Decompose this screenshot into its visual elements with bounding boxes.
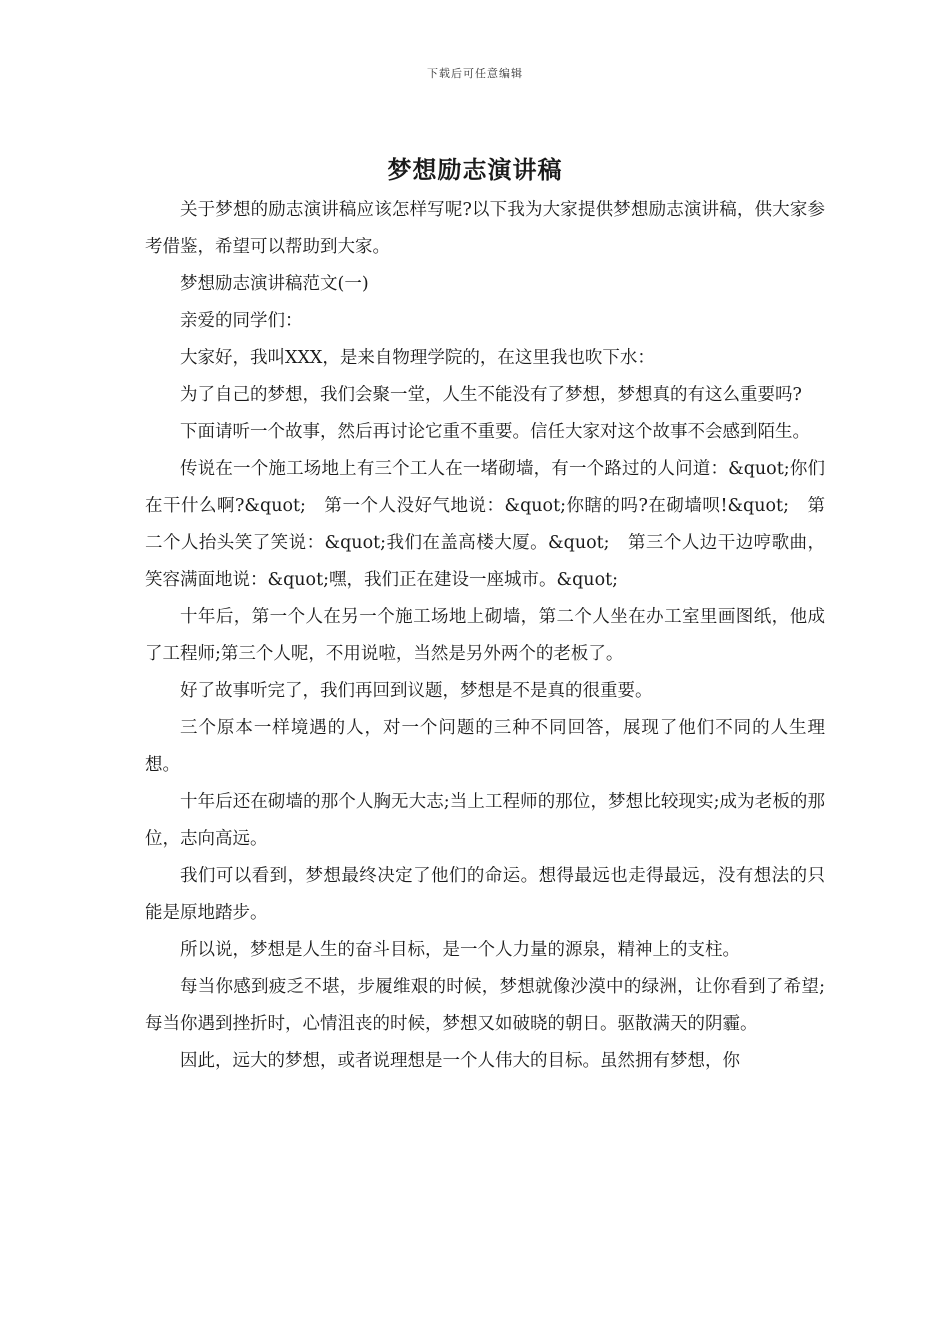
document-title: 梦想励志演讲稿 (387, 155, 563, 184)
paragraph: 好了故事听完了，我们再回到议题，梦想是不是真的很重要。 (180, 681, 653, 701)
paragraph: 为了自己的梦想，我们会聚一堂，人生不能没有了梦想，梦想真的有这么重要吗? (180, 385, 802, 405)
paragraph: 十年后，第一个人在另一个施工场地上砌墙，第二个人坐在办工室里画图纸，他成了工程师;第三个人呢，不用说啦，当然是另外两个的老板了。 (145, 607, 825, 664)
paragraph: 因此，远大的梦想，或者说理想是一个人伟大的目标。虽然拥有梦想，你 (180, 1051, 740, 1071)
paragraph: 传说在一个施工场地上有三个工人在一堵砌墙，有一个路过的人问道：&quot;你们在干什么啊?&quot; 第一个人没好气地说：&quot;你瞎的吗?在砌墙呗!&quot; 第二个人抬头笑了笑说：&quot;我们在盖高楼大厦。&quot; 第三个人边干边哼歌曲，笑容满面地说：&quot;嘿，我们正在建设一座城市。&quot; (145, 459, 825, 590)
paragraph: 每当你感到疲乏不堪，步履维艰的时候，梦想就像沙漠中的绿洲，让你看到了希望;每当你遇到挫折时，心情沮丧的时候，梦想又如破晓的朝日。驱散满天的阴霾。 (145, 977, 825, 1034)
paragraph: 大家好，我叫XXX，是来自物理学院的，在这里我也吹下水： (180, 348, 655, 368)
paragraph: 我们可以看到，梦想最终决定了他们的命运。想得最远也走得最远，没有想法的只能是原地踏步。 (145, 866, 825, 923)
paragraph: 亲爱的同学们： (180, 311, 303, 331)
header-note: 下载后可任意编辑 (427, 67, 523, 80)
paragraph: 梦想励志演讲稿范文(一) (180, 274, 369, 294)
paragraph: 关于梦想的励志演讲稿应该怎样写呢?以下我为大家提供梦想励志演讲稿，供大家参考借鉴，希望可以帮助到大家。 (145, 200, 825, 257)
paragraph: 十年后还在砌墙的那个人胸无大志;当上工程师的那位，梦想比较现实;成为老板的那位，志向高远。 (145, 792, 825, 849)
document-body (145, 192, 825, 1080)
paragraph: 三个原本一样境遇的人，对一个问题的三种不同回答，展现了他们不同的人生理想。 (145, 718, 825, 775)
paragraph: 所以说，梦想是人生的奋斗目标，是一个人力量的源泉，精神上的支柱。 (180, 940, 740, 960)
paragraph: 下面请听一个故事，然后再讨论它重不重要。信任大家对这个故事不会感到陌生。 (180, 422, 810, 442)
